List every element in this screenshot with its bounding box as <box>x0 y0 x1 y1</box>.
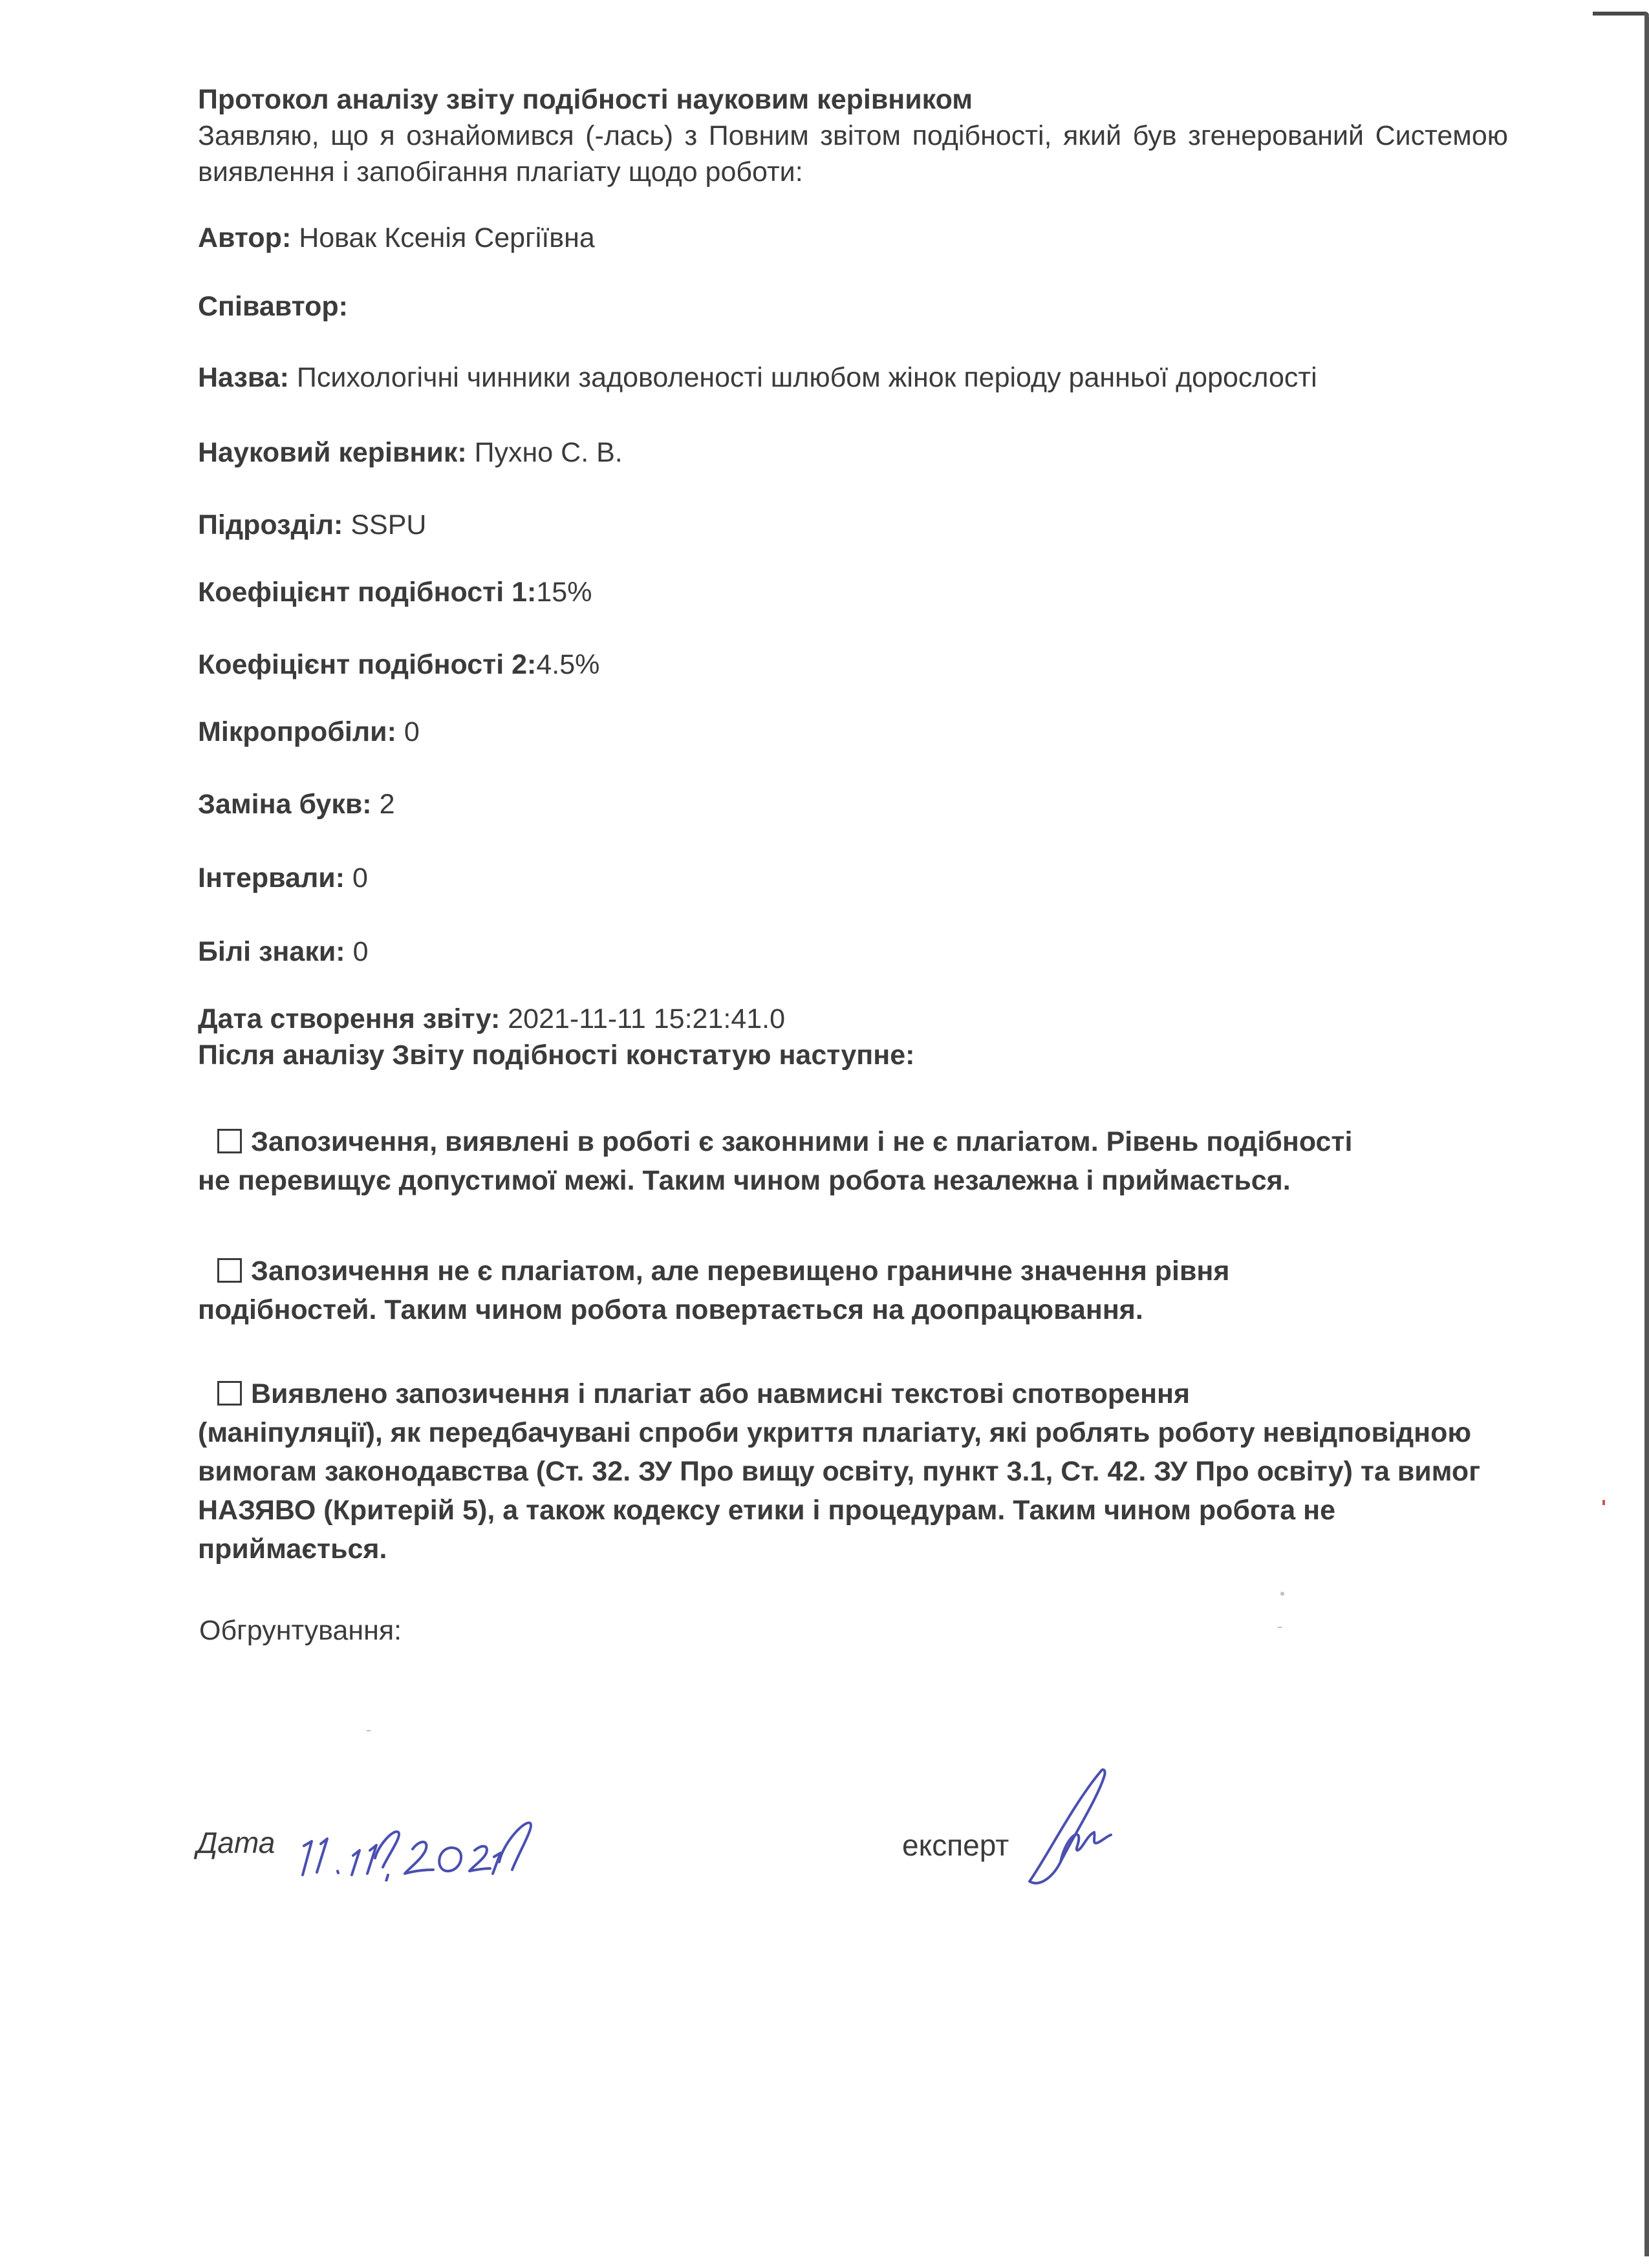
conclusion-heading: Після аналізу Звіту подібності констатую наступне: <box>198 1040 915 1071</box>
intro-paragraph: Заявляю, що я ознайомився (-лась) з Повним звітом подібності, який був згенерований Системою виявлення і запобігання плагіату щодо роботи: <box>198 120 1508 187</box>
justification-label: Обгрунтування: <box>199 1615 402 1646</box>
header-block <box>198 81 1508 190</box>
option-revision-line1: Запозичення не є плагіатом, але перевищено граничне значення рівня <box>251 1256 1230 1287</box>
field-letter-replacement-value: 2 <box>379 789 395 820</box>
scan-dust <box>1277 1627 1282 1628</box>
field-supervisor <box>198 434 623 471</box>
field-supervisor-value: Пухно С. В. <box>474 437 623 468</box>
checkbox-rejected[interactable] <box>217 1381 242 1406</box>
field-department-value: SSPU <box>350 509 427 540</box>
option-accepted-line1: Запозичення, виявлені в роботі є законними і не є плагіатом. Рівень подібності <box>251 1126 1353 1157</box>
field-title-value: Психологічні чинники задоволеності шлюбом жінок періоду ранньої дорослості <box>296 362 1317 393</box>
field-supervisor-label: Науковий керівник: <box>198 437 467 468</box>
field-micro-spaces-label: Мікропробіли: <box>198 716 396 747</box>
field-white-chars <box>198 934 368 970</box>
field-white-chars-value: 0 <box>352 936 369 967</box>
field-intervals-value: 0 <box>352 862 368 893</box>
scan-edge-right <box>1644 13 1649 2256</box>
option-accepted <box>198 1122 1517 1200</box>
field-department <box>198 507 426 543</box>
scan-dust-red <box>1602 1500 1605 1505</box>
field-letter-replacement-label: Заміна букв: <box>198 789 372 820</box>
field-similarity-2 <box>198 647 599 683</box>
footer-expert-label: експерт <box>902 1828 1009 1862</box>
option-accepted-rest: не перевищує допустимої межі. Таким чином робота незалежна і приймається. <box>198 1165 1291 1196</box>
field-micro-spaces-value: 0 <box>404 716 420 747</box>
field-similarity-2-label: Коефіцієнт подібності 2: <box>198 649 537 680</box>
field-similarity-1 <box>198 574 592 610</box>
scan-edge-top <box>1593 12 1649 16</box>
field-intervals-label: Інтервали: <box>198 862 345 893</box>
document-title: Протокол аналізу звіту подібності науковим керівником <box>198 84 973 115</box>
field-report-date-value: 2021-11-11 15:21:41.0 <box>508 1003 786 1034</box>
option-revision-rest: подібностей. Таким чином робота повертається на доопрацювання. <box>198 1294 1143 1325</box>
field-similarity-1-label: Коефіцієнт подібності 1: <box>198 577 537 608</box>
expert-signature-icon <box>1022 1765 1125 1894</box>
footer-date-label: Дата <box>197 1826 275 1859</box>
field-white-chars-label: Білі знаки: <box>198 936 345 967</box>
field-similarity-2-value: 4.5% <box>536 649 600 680</box>
option-revision <box>198 1252 1517 1329</box>
field-author-value: Новак Ксенія Сергіївна <box>299 222 595 253</box>
option-rejected-line1: Виявлено запозичення і плагіат або навмисні текстові спотворення <box>251 1378 1191 1409</box>
handwritten-date-icon <box>297 1810 543 1881</box>
checkbox-accepted[interactable] <box>217 1129 242 1153</box>
field-report-date <box>198 1001 785 1037</box>
field-title <box>198 359 1317 396</box>
field-micro-spaces <box>198 714 420 750</box>
scan-dust <box>366 1730 371 1731</box>
field-coauthor <box>198 288 348 325</box>
field-title-label: Назва: <box>198 362 289 393</box>
option-rejected <box>198 1375 1517 1568</box>
field-author <box>198 220 595 256</box>
scan-dust <box>1280 1592 1284 1596</box>
field-coauthor-label: Співавтор: <box>198 291 348 322</box>
field-author-label: Автор: <box>198 222 292 253</box>
field-report-date-label: Дата створення звіту: <box>198 1003 501 1034</box>
field-department-label: Підрозділ: <box>198 509 343 540</box>
option-rejected-rest: (маніпуляції), як передбачувані спроби укриття плагіату, які роблять роботу невідповідною вимогам законодавства (Ст. 32. ЗУ Про вищу освіту, пункт 3.1, Ст. 42. ЗУ Про освіту) та вимог НАЗЯВО (Критерій 5), а також кодексу етики і процедурам. Таким чином робота не приймається. <box>198 1417 1481 1565</box>
field-letter-replacement <box>198 786 395 822</box>
checkbox-revision[interactable] <box>217 1258 242 1283</box>
field-intervals <box>198 860 368 896</box>
field-similarity-1-value: 15% <box>536 577 592 608</box>
